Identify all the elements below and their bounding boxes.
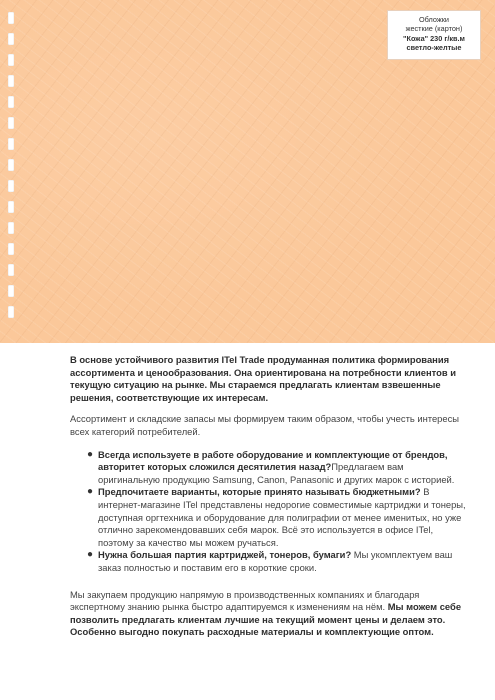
- cover-swatch: [0, 0, 495, 343]
- cover-label-line: жесткие (картон): [405, 24, 463, 34]
- intro-bold: В основе устойчивого развития ITel Trade продуманная политика формирования ассортимента и ценообразования. Она ориентирована на потребности клиентов и текущую ситуацию на рынке. Мы стараемся предлагать клиентам взвешенные решения, соответствующие их интересам.: [70, 354, 456, 403]
- intro-paragraph: [70, 354, 468, 404]
- binding-hole: [8, 264, 14, 276]
- binding-hole: [8, 285, 14, 297]
- benefits-list: [70, 449, 468, 575]
- cover-label-line: "Кожа" 230 г/кв.м: [403, 33, 465, 43]
- bullet-icon: ●: [87, 486, 94, 498]
- list-item-bold: Предпочитаете варианты, которые принято называть бюджетными?: [98, 486, 421, 498]
- binding-hole: [8, 33, 14, 45]
- bullet-icon: ●: [87, 448, 94, 460]
- closing-bold: Мы можем себе позволить предлагать клиентам лучшие на текущий момент цены и делаем это. Особенно выгодно покупать расходные материалы и комплектующие оптом.: [70, 601, 462, 638]
- list-item-text: Предлагаем вам оригинальную продукцию Samsung, Canon, Panasonic и других марок с историей.: [98, 461, 455, 485]
- binding-hole: [8, 54, 14, 66]
- binding-hole: [8, 201, 14, 213]
- binding-hole: [8, 180, 14, 192]
- list-item-bold: Нужна большая партия картриджей, тонеров, бумаги?: [98, 549, 352, 561]
- binding-hole: [8, 12, 14, 24]
- list-item-text: Мы укомплектуем ваш заказ полностью и поставим его в короткие сроки.: [98, 549, 453, 573]
- cover-label-line: светло-желтые: [406, 42, 462, 52]
- cover-label-line: Обложки: [419, 15, 449, 24]
- list-item: [87, 549, 468, 574]
- list-item-text: В интернет-магазине ITel представлены недорогие совместимые картриджи и тонеры, доступная оргтехника и оборудование для полиграфии от менее именитых, но уже отлично зарекомендовавших себя марок. Всё это используется в офисе ITel, поэтому за качество мы можем ручаться.: [98, 486, 466, 548]
- list-item-bold: Всегда используете в работе оборудование и комплектующие от брендов, авторитет которых сложился десятилетия назад?: [98, 448, 448, 473]
- list-item: [87, 448, 468, 487]
- binding-holes: [8, 12, 16, 332]
- description-text: [70, 354, 468, 648]
- binding-hole: [8, 159, 14, 171]
- list-item: [87, 486, 468, 549]
- cover-label: [387, 10, 481, 60]
- binding-hole: [8, 75, 14, 87]
- binding-hole: [8, 306, 14, 318]
- assortment-paragraph: Ассортимент и складские запасы мы формируем таким образом, чтобы учесть интересы всех категорий потребителей.: [70, 413, 460, 437]
- bullet-icon: ●: [87, 549, 94, 561]
- closing-paragraph: [70, 589, 468, 639]
- closing-text: Мы закупаем продукцию напрямую в производственных компаниях и благодаря экспертному знанию рынка быстро адаптируемся к изменениям на нём.: [70, 588, 420, 613]
- binding-hole: [8, 138, 14, 150]
- binding-hole: [8, 96, 14, 108]
- binding-hole: [8, 243, 14, 255]
- binding-hole: [8, 222, 14, 234]
- binding-hole: [8, 117, 14, 129]
